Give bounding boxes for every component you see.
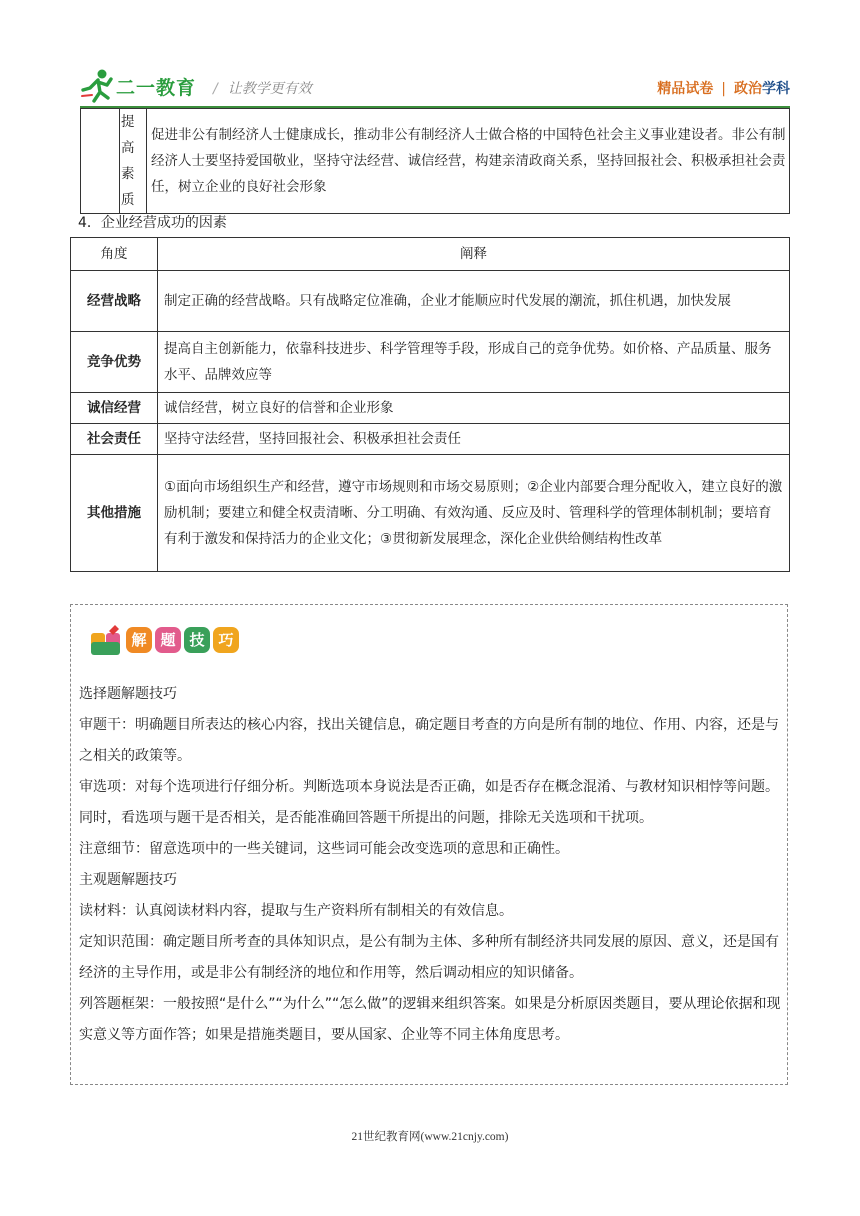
tips-banner <box>89 623 239 657</box>
row-text: 坚持守法经营，坚持回报社会、积极承担社会责任 <box>158 424 790 455</box>
tips-box <box>70 604 788 1085</box>
table-row <box>81 109 790 214</box>
subject-label <box>657 78 790 98</box>
column-header-angle: 角度 <box>71 238 158 271</box>
row-text: ①面向市场组织生产和经营，遵守市场规则和市场交易原则；②企业内部要合理分配收入，建立良好的激励机制；要建立和健全权责清晰、分工明确、有效沟通、反应及时、管理科学的管理体制机制；要培育有利于激发和保持活力的企业文化；③贯彻新发展理念，深化企业供给侧结构性改革 <box>158 455 790 572</box>
row-text: 诚信经营，树立良好的信誉和企业形象 <box>158 393 790 424</box>
top-table <box>80 108 790 214</box>
tips-paragraph: 审选项：对每个选项进行仔细分析。判断选项本身说法是否正确，如是否存在概念混淆、与教材知识相悖等问题。同时，看选项与题干是否相关，是否能准确回答题干所提出的问题，排除无关选项和干扰项。 <box>79 779 779 826</box>
slogan-separator: / <box>213 81 218 97</box>
tips-body <box>79 679 781 1051</box>
tips-heading: 选择题解题技巧 <box>79 686 177 702</box>
banner-char: 巧 <box>213 627 239 653</box>
row-text: 制定正确的经营战略。只有战略定位准确，企业才能顺应时代发展的潮流，抓住机遇，加快发展 <box>158 271 790 332</box>
table-row <box>71 455 790 572</box>
row-angle: 经营战略 <box>71 271 158 332</box>
paper-type: 精品试卷 <box>657 81 714 97</box>
row-angle: 其他措施 <box>71 455 158 572</box>
section-title: 4．企业经营成功的因素 <box>78 215 227 231</box>
page-footer[interactable]: 21世纪教育网(www.21cnjy.com) <box>351 1131 509 1143</box>
tips-paragraph: 定知识范围：确定题目所考查的具体知识点，是公有制为主体、多种所有制经济共同发展的原因、意义，还是国有经济的主导作用，或是非公有制经济的地位和作用等，然后调动相应的知识储备。 <box>79 934 779 981</box>
table-header-row <box>71 238 790 271</box>
logo-text: 二一教育 <box>116 76 197 99</box>
puzzle-icon <box>89 623 123 657</box>
table-row <box>71 332 790 393</box>
subject-suffix: 学科 <box>762 81 790 97</box>
table-row <box>71 424 790 455</box>
subject-separator: | <box>721 81 726 97</box>
row-text: 促进非公有制经济人士健康成长，推动非公有制经济人士做合格的中国特色社会主义事业建设者。非公有制经济人士要坚持爱国敬业，坚持守法经营、诚信经营，构建亲清政商关系，坚持回报社会、积极承担社会责任，树立企业的良好社会形象 <box>147 109 790 214</box>
row-angle: 诚信经营 <box>71 393 158 424</box>
row-angle: 社会责任 <box>71 424 158 455</box>
banner-char: 解 <box>126 627 152 653</box>
slogan-text: 让教学更有效 <box>227 81 312 97</box>
tips-paragraph: 读材料：认真阅读材料内容，提取与生产资料所有制相关的有效信息。 <box>79 903 513 919</box>
factors-table <box>70 237 790 572</box>
banner-char: 题 <box>155 627 181 653</box>
empty-cell <box>81 109 120 214</box>
table-row <box>71 271 790 332</box>
table-row <box>71 393 790 424</box>
column-header-explanation: 阐释 <box>158 238 790 271</box>
subject-name: 政治 <box>734 81 762 97</box>
brand-logo[interactable] <box>80 66 196 106</box>
row-angle: 竞争优势 <box>71 332 158 393</box>
row-text: 提高自主创新能力，依靠科技进步、科学管理等手段，形成自己的竞争优势。如价格、产品质量、服务水平、品牌效应等 <box>158 332 790 393</box>
banner-char: 技 <box>184 627 210 653</box>
row-label: 提高素质 <box>120 109 147 214</box>
slogan <box>213 78 312 98</box>
running-man-icon <box>80 68 114 104</box>
tips-heading: 主观题解题技巧 <box>79 872 177 888</box>
tips-paragraph: 注意细节：留意选项中的一些关键词，这些词可能会改变选项的意思和正确性。 <box>79 841 569 857</box>
tips-paragraph: 列答题框架：一般按照“是什么”“为什么”“怎么做”的逻辑来组织答案。如果是分析原因类题目，要从理论依据和现实意义等方面作答；如果是措施类题目，要从国家、企业等不同主体角度思考。 <box>79 996 781 1043</box>
tips-paragraph: 审题干：明确题目所表达的核心内容，找出关键信息，确定题目考查的方向是所有制的地位、作用、内容，还是与之相关的政策等。 <box>79 717 779 764</box>
page-header <box>80 66 790 106</box>
